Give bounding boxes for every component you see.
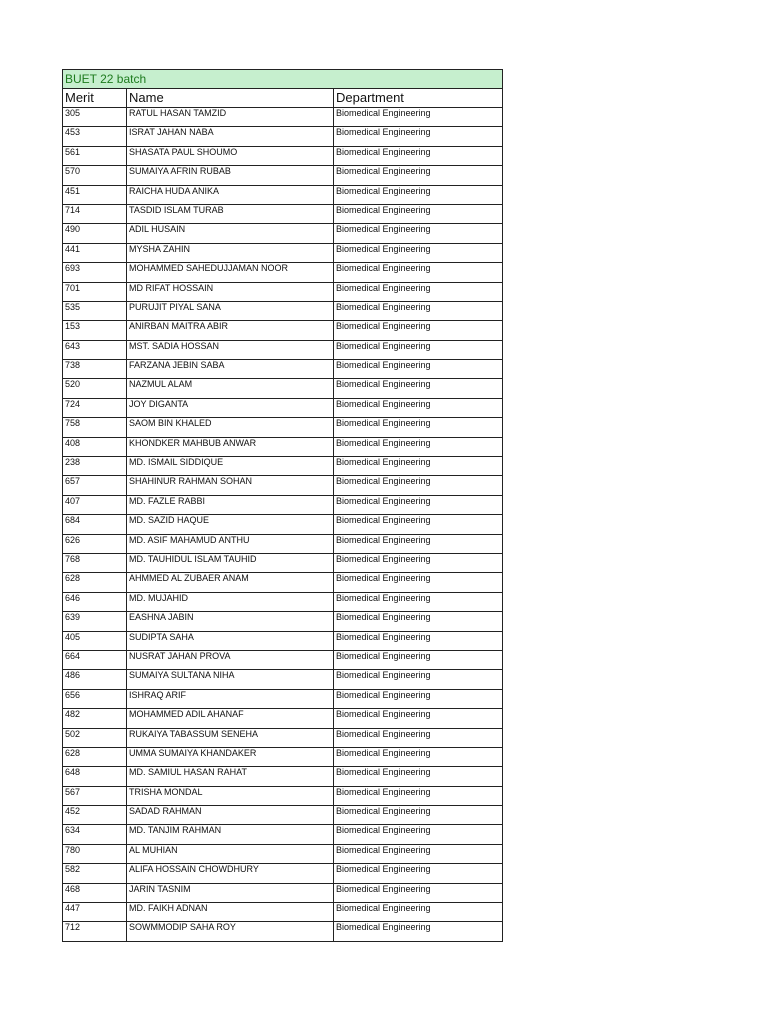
department-cell: Biomedical Engineering	[334, 476, 503, 495]
department-cell: Biomedical Engineering	[334, 185, 503, 204]
header-row	[63, 89, 503, 108]
department-cell: Biomedical Engineering	[334, 650, 503, 669]
table-row	[63, 515, 503, 534]
table-row	[63, 767, 503, 786]
table-row	[63, 786, 503, 805]
name-cell: NUSRAT JAHAN PROVA	[127, 650, 334, 669]
merit-cell: 441	[63, 243, 127, 262]
merit-cell: 628	[63, 573, 127, 592]
table-row	[63, 922, 503, 941]
department-cell: Biomedical Engineering	[334, 612, 503, 631]
table-row	[63, 631, 503, 650]
merit-cell: 453	[63, 127, 127, 146]
merit-cell: 643	[63, 340, 127, 359]
department-cell: Biomedical Engineering	[334, 495, 503, 514]
table-row	[63, 883, 503, 902]
merit-cell: 626	[63, 534, 127, 553]
table-row	[63, 340, 503, 359]
table-row	[63, 146, 503, 165]
merit-cell: 693	[63, 263, 127, 282]
table-row	[63, 864, 503, 883]
merit-cell: 714	[63, 204, 127, 223]
department-cell: Biomedical Engineering	[334, 263, 503, 282]
table-row	[63, 224, 503, 243]
merit-cell: 405	[63, 631, 127, 650]
merit-cell: 490	[63, 224, 127, 243]
department-cell: Biomedical Engineering	[334, 515, 503, 534]
name-cell: ADIL HUSAIN	[127, 224, 334, 243]
merit-cell: 520	[63, 379, 127, 398]
name-cell: SADAD RAHMAN	[127, 806, 334, 825]
merit-cell: 780	[63, 844, 127, 863]
name-cell: NAZMUL ALAM	[127, 379, 334, 398]
name-cell: KHONDKER MAHBUB ANWAR	[127, 437, 334, 456]
department-cell: Biomedical Engineering	[334, 806, 503, 825]
name-cell: MD. ASIF MAHAMUD ANTHU	[127, 534, 334, 553]
department-cell: Biomedical Engineering	[334, 340, 503, 359]
department-cell: Biomedical Engineering	[334, 573, 503, 592]
department-cell: Biomedical Engineering	[334, 398, 503, 417]
department-cell: Biomedical Engineering	[334, 379, 503, 398]
department-cell: Biomedical Engineering	[334, 670, 503, 689]
name-cell: RATUL HASAN TAMZID	[127, 108, 334, 127]
table-row	[63, 476, 503, 495]
table-row	[63, 573, 503, 592]
table-row	[63, 592, 503, 611]
name-cell: RAICHA HUDA ANIKA	[127, 185, 334, 204]
department-cell: Biomedical Engineering	[334, 418, 503, 437]
table-row	[63, 263, 503, 282]
name-cell: EASHNA JABIN	[127, 612, 334, 631]
name-cell: MD. TANJIM RAHMAN	[127, 825, 334, 844]
department-cell: Biomedical Engineering	[334, 922, 503, 941]
merit-cell: 535	[63, 301, 127, 320]
merit-cell: 502	[63, 728, 127, 747]
name-cell: MYSHA ZAHIN	[127, 243, 334, 262]
name-cell: MD RIFAT HOSSAIN	[127, 282, 334, 301]
name-cell: MD. ISMAIL SIDDIQUE	[127, 457, 334, 476]
table-row	[63, 166, 503, 185]
table-body	[63, 108, 503, 942]
table-row	[63, 204, 503, 223]
merit-cell: 238	[63, 457, 127, 476]
department-cell: Biomedical Engineering	[334, 747, 503, 766]
table-row	[63, 806, 503, 825]
name-cell: ISRAT JAHAN NABA	[127, 127, 334, 146]
name-cell: SAOM BIN KHALED	[127, 418, 334, 437]
department-cell: Biomedical Engineering	[334, 224, 503, 243]
name-cell: ALIFA HOSSAIN CHOWDHURY	[127, 864, 334, 883]
table-row	[63, 650, 503, 669]
table-row	[63, 321, 503, 340]
name-cell: MD. SAMIUL HASAN RAHAT	[127, 767, 334, 786]
merit-cell: 664	[63, 650, 127, 669]
department-cell: Biomedical Engineering	[334, 457, 503, 476]
department-cell: Biomedical Engineering	[334, 166, 503, 185]
merit-cell: 567	[63, 786, 127, 805]
name-cell: MOHAMMED ADIL AHANAF	[127, 709, 334, 728]
name-cell: SOWMMODIP SAHA ROY	[127, 922, 334, 941]
name-cell: SHASATA PAUL SHOUMO	[127, 146, 334, 165]
department-cell: Biomedical Engineering	[334, 689, 503, 708]
table-row	[63, 612, 503, 631]
table-row	[63, 360, 503, 379]
merit-cell: 408	[63, 437, 127, 456]
name-cell: MD. MUJAHID	[127, 592, 334, 611]
merit-cell: 738	[63, 360, 127, 379]
department-cell: Biomedical Engineering	[334, 553, 503, 572]
name-cell: JOY DIGANTA	[127, 398, 334, 417]
department-cell: Biomedical Engineering	[334, 844, 503, 863]
merit-cell: 712	[63, 922, 127, 941]
merit-cell: 634	[63, 825, 127, 844]
table-row	[63, 127, 503, 146]
merit-header: Merit	[63, 89, 127, 108]
department-cell: Biomedical Engineering	[334, 108, 503, 127]
name-cell: SUMAIYA AFRIN RUBAB	[127, 166, 334, 185]
table-row	[63, 379, 503, 398]
department-cell: Biomedical Engineering	[334, 728, 503, 747]
merit-cell: 724	[63, 398, 127, 417]
table-row	[63, 747, 503, 766]
sheet-title: BUET 22 batch	[63, 70, 503, 89]
merit-cell: 628	[63, 747, 127, 766]
name-cell: MD. FAZLE RABBI	[127, 495, 334, 514]
table-row	[63, 903, 503, 922]
table-row	[63, 825, 503, 844]
merit-cell: 768	[63, 553, 127, 572]
name-cell: RUKAIYA TABASSUM SENEHA	[127, 728, 334, 747]
merit-cell: 656	[63, 689, 127, 708]
merit-cell: 570	[63, 166, 127, 185]
table-row	[63, 709, 503, 728]
table-row	[63, 457, 503, 476]
name-cell: MST. SADIA HOSSAN	[127, 340, 334, 359]
merit-cell: 582	[63, 864, 127, 883]
table-row	[63, 495, 503, 514]
department-header: Department	[334, 89, 503, 108]
merit-cell: 153	[63, 321, 127, 340]
name-cell: AL MUHIAN	[127, 844, 334, 863]
table-row	[63, 670, 503, 689]
merit-cell: 468	[63, 883, 127, 902]
department-cell: Biomedical Engineering	[334, 786, 503, 805]
department-cell: Biomedical Engineering	[334, 360, 503, 379]
merit-cell: 701	[63, 282, 127, 301]
name-cell: MD. TAUHIDUL ISLAM TAUHID	[127, 553, 334, 572]
name-cell: FARZANA JEBIN SABA	[127, 360, 334, 379]
merit-list-table	[62, 69, 503, 942]
name-cell: SUDIPTA SAHA	[127, 631, 334, 650]
department-cell: Biomedical Engineering	[334, 301, 503, 320]
department-cell: Biomedical Engineering	[334, 282, 503, 301]
merit-cell: 482	[63, 709, 127, 728]
name-cell: AHMMED AL ZUBAER ANAM	[127, 573, 334, 592]
merit-cell: 407	[63, 495, 127, 514]
department-cell: Biomedical Engineering	[334, 243, 503, 262]
name-cell: UMMA SUMAIYA KHANDAKER	[127, 747, 334, 766]
department-cell: Biomedical Engineering	[334, 592, 503, 611]
merit-cell: 486	[63, 670, 127, 689]
name-cell: SHAHINUR RAHMAN SOHAN	[127, 476, 334, 495]
table-row	[63, 418, 503, 437]
merit-cell: 648	[63, 767, 127, 786]
table-row	[63, 534, 503, 553]
name-cell: JARIN TASNIM	[127, 883, 334, 902]
table-row	[63, 844, 503, 863]
name-cell: TRISHA MONDAL	[127, 786, 334, 805]
name-cell: SUMAIYA SULTANA NIHA	[127, 670, 334, 689]
table-row	[63, 108, 503, 127]
department-cell: Biomedical Engineering	[334, 204, 503, 223]
name-cell: PURUJIT PIYAL SANA	[127, 301, 334, 320]
merit-cell: 758	[63, 418, 127, 437]
table-row	[63, 553, 503, 572]
department-cell: Biomedical Engineering	[334, 534, 503, 553]
table-row	[63, 689, 503, 708]
title-row	[63, 70, 503, 89]
name-cell: ANIRBAN MAITRA ABIR	[127, 321, 334, 340]
department-cell: Biomedical Engineering	[334, 903, 503, 922]
table-row	[63, 301, 503, 320]
name-cell: ISHRAQ ARIF	[127, 689, 334, 708]
name-cell: MOHAMMED SAHEDUJJAMAN NOOR	[127, 263, 334, 282]
table-row	[63, 282, 503, 301]
department-cell: Biomedical Engineering	[334, 321, 503, 340]
merit-cell: 451	[63, 185, 127, 204]
department-cell: Biomedical Engineering	[334, 883, 503, 902]
merit-cell: 639	[63, 612, 127, 631]
department-cell: Biomedical Engineering	[334, 146, 503, 165]
name-cell: TASDID ISLAM TURAB	[127, 204, 334, 223]
department-cell: Biomedical Engineering	[334, 864, 503, 883]
merit-cell: 305	[63, 108, 127, 127]
merit-cell: 646	[63, 592, 127, 611]
department-cell: Biomedical Engineering	[334, 127, 503, 146]
merit-cell: 452	[63, 806, 127, 825]
department-cell: Biomedical Engineering	[334, 767, 503, 786]
name-cell: MD. FAIKH ADNAN	[127, 903, 334, 922]
table-row	[63, 398, 503, 417]
department-cell: Biomedical Engineering	[334, 631, 503, 650]
merit-cell: 561	[63, 146, 127, 165]
merit-cell: 684	[63, 515, 127, 534]
department-cell: Biomedical Engineering	[334, 825, 503, 844]
department-cell: Biomedical Engineering	[334, 709, 503, 728]
name-header: Name	[127, 89, 334, 108]
table-row	[63, 728, 503, 747]
table-row	[63, 437, 503, 456]
merit-cell: 657	[63, 476, 127, 495]
table-row	[63, 185, 503, 204]
table-row	[63, 243, 503, 262]
department-cell: Biomedical Engineering	[334, 437, 503, 456]
name-cell: MD. SAZID HAQUE	[127, 515, 334, 534]
merit-cell: 447	[63, 903, 127, 922]
